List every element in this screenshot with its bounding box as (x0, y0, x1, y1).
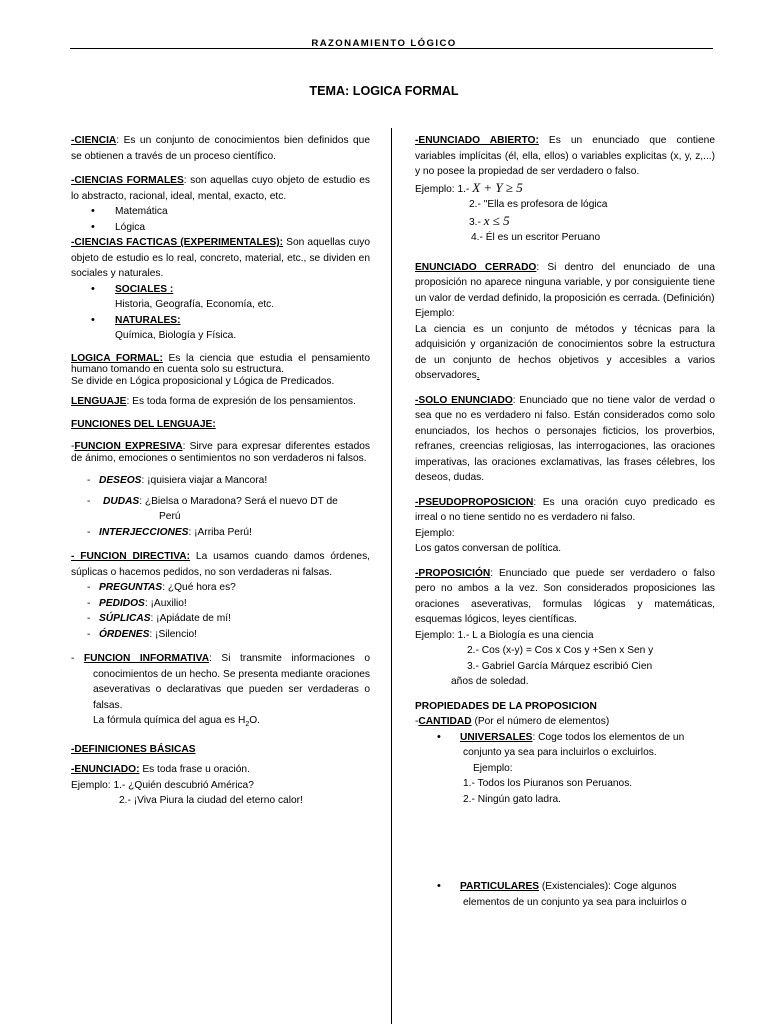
preguntas-text: : ¿Qué hora es? (162, 582, 236, 593)
expresiva-definition (71, 441, 370, 464)
proposicion-example-1: Ejemplo: 1.- L a Biología es una ciencia (415, 629, 594, 641)
cantidad-line (415, 714, 715, 730)
universales-item (415, 730, 715, 746)
proposicion-example-3-cont: años de soledad. (451, 676, 529, 687)
abierto-example-2: 2.- "Ella es profesora de lógica (469, 199, 608, 210)
cantidad-text: (Por el número de elementos) (471, 716, 610, 727)
funciones-heading: FUNCIONES DEL LENGUAJE: (71, 418, 216, 430)
dudas-continuation: Perú (159, 511, 181, 522)
particulares-continuation: elementos de un conjunto ya sea para incluirlos o (463, 896, 687, 908)
sociales-item (71, 282, 370, 298)
ordenes-text: : ¡Silencio! (149, 628, 197, 640)
universales-example-2: 2.- Ningún gato ladra. (463, 793, 561, 805)
pseudo-example-label: Ejemplo: (415, 527, 455, 539)
facticas-definition (71, 235, 370, 282)
formula-subscript: 2 (245, 721, 250, 729)
logica-text: Es la ciencia que estudia el pensamiento humano tomando en cuenta solo su estructura. (71, 352, 370, 375)
dudas-text: : ¿Bielsa o Maradona? Será el nuevo DT de (139, 495, 338, 507)
directiva-term: - FUNCION DIRECTIVA: (71, 551, 191, 562)
interjecciones-text: : ¡Arriba Perú! (188, 526, 252, 538)
lenguaje-definition (71, 396, 370, 408)
deseos-label: DESEOS (99, 475, 142, 486)
proposicion-example-2: 2.- Cos (x-y) = Cos x Cos y +Sen x Sen y (467, 645, 654, 656)
sociales-label: SOCIALES : (115, 283, 174, 295)
cantidad-dash: - (415, 716, 419, 727)
facticas-text: Son aquellas cuyo objeto de estudio es lo real, concreto, material, etc., se dividen en sociales y naturales. (71, 237, 370, 279)
particulares-item (415, 879, 715, 895)
dudas-item (71, 494, 370, 510)
interjecciones-label: INTERJECCIONES (99, 526, 189, 538)
enunciado-example-1: Ejemplo: 1.- ¿Quién descubrió América? (71, 779, 254, 791)
page-title: TEMA: LOGICA FORMAL (309, 84, 459, 98)
particulares-text: (Existenciales): Coge algunos (539, 881, 677, 892)
informativa-term: FUNCION INFORMATIVA (83, 653, 210, 664)
formula-example (71, 713, 370, 733)
universales-example-1: 1.- Todos los Piuranos son Peruanos. (463, 778, 633, 789)
formales-item-1: • Matemática (71, 204, 370, 220)
naturales-item (71, 313, 370, 329)
left-column (71, 133, 370, 809)
abierto-formula-3: x ≤ 5 (483, 212, 510, 228)
pedidos-text: : ¡Auxilio! (144, 597, 187, 609)
abierto-example-3 (415, 213, 715, 231)
formula-end: O. (249, 715, 261, 726)
cerrado-example-dot: . (476, 370, 480, 381)
ciencia-text: : Es un conjunto de conocimientos bien definidos que se obtienen a través de un proceso científico. (71, 135, 370, 162)
formula-text: La fórmula química del agua es H (93, 715, 246, 726)
lenguaje-text: : Es toda forma de expresión de los pensamientos. (126, 396, 356, 407)
solo-definition (415, 393, 715, 486)
right-column (415, 133, 715, 910)
abierto-formula-1: X + Y ≥ 5 (472, 179, 523, 195)
expresiva-dash: - (71, 441, 75, 452)
pseudo-text: : Es una oración cuyo predicado es irreal o no tiene sentido no es verdadero ni falso. (415, 496, 715, 523)
enunciado-example-2: 2.- ¡Viva Piura la ciudad del eterno calor! (119, 795, 303, 807)
cantidad-term: CANTIDAD (418, 716, 472, 727)
logica-divisions: Se divide en Lógica proposicional y Lógica de Predicados. (71, 375, 335, 387)
proposicion-term: -PROPOSICIÓN (415, 567, 491, 579)
cerrado-example-label: Ejemplo: (415, 308, 455, 319)
logica-term: LOGICA FORMAL: (71, 352, 163, 364)
sociales-text: Historia, Geografía, Economía, etc. (115, 299, 275, 310)
expresiva-term: FUNCION EXPRESIVA (74, 441, 183, 452)
preguntas-item (71, 580, 370, 596)
deseos-item (71, 473, 370, 489)
abierto-text: Es un enunciado que contiene variables implícitas (él, ella, ellos) o variables explicitas (x, y, z,...) y no posee la propiedad de ser verdadero o falso. (415, 135, 715, 177)
informativa-definition (71, 651, 370, 713)
naturales-label: NATURALES: (115, 314, 181, 326)
pedidos-label: PEDIDOS (99, 597, 145, 609)
abierto-example-1 (415, 180, 715, 198)
abierto-example-3-label: 3.- (469, 216, 484, 228)
universales-text: : Coge todos los elementos de un (532, 731, 685, 743)
proposicion-definition (415, 566, 715, 628)
universales-term: UNIVERSALES (460, 731, 533, 743)
pedidos-item (71, 596, 370, 612)
universales-continuation: conjunto ya sea para incluirlos o excluirlos. (463, 747, 657, 758)
logica-definition (71, 353, 370, 376)
directiva-text: La usamos cuando damos órdenes, súplicas o hacemos pedidos, no son verdaderas ni falsas. (71, 551, 370, 578)
pseudo-term: -PSEUDOPROPOSICION (415, 496, 534, 508)
definiciones-heading: -DEFINICIONES BÁSICAS (71, 743, 196, 755)
cerrado-term: ENUNCIADO CERRADO (415, 261, 537, 273)
naturales-text: Química, Biología y Física. (115, 330, 237, 341)
enunciado-term: -ENUNCIADO: (71, 764, 140, 776)
suplicas-text: : ¡Apiádate de mí! (150, 613, 231, 624)
pseudo-example: Los gatos conversan de política. (415, 543, 562, 554)
abierto-term: -ENUNCIADO ABIERTO: (415, 135, 539, 146)
cerrado-example (415, 322, 715, 384)
formales-item-2: • Lógica (71, 220, 370, 236)
ordenes-label: ÓRDENES (99, 628, 150, 640)
header-rule (70, 48, 713, 49)
column-divider (391, 128, 392, 1024)
solo-text: : Enunciado que no tiene valor de verdad o sea que no es verdadero ni falso. Están considerados como solo enunciados, los hechos o personajes ficticios, los proverbios, refranes, creencias religiosas, las interrogaciones, las oraciones imperativas, las oraciones exclamativas, las frases célebres, los deseos, dudas. (415, 394, 715, 483)
abierto-example-4: 4.- Él es un escritor Peruano (471, 232, 601, 243)
facticas-term: -CIENCIAS FACTICAS (EXPERIMENTALES): (71, 237, 284, 248)
deseos-text: : ¡quisiera viajar a Mancora! (141, 475, 268, 486)
particulares-term: PARTICULARES (460, 881, 540, 892)
dudas-label: DUDAS (103, 495, 140, 507)
informativa-text: : Si transmite informaciones o conocimientos de un hecho. Se presenta mediante oraciones aseverativas o declarativas que pueden ser verdaderas o falsas. (93, 653, 370, 711)
cerrado-example-text: La ciencia es un conjunto de métodos y técnicas para la adquisición y organización de conocimientos sobre la estructura de un conjunto de hechos objetivos y accesibles a varios observadores (415, 323, 715, 381)
cerrado-text: : Si dentro del enunciado de una proposición no aparece ninguna variable, y por consiguiente tiene un valor de verdad definido, la proposición es cerrada. (Definición) (415, 261, 716, 304)
proposicion-example-3: 3.- Gabriel García Márquez escribió Cien (467, 660, 653, 672)
proposicion-text: : Enunciado que puede ser verdadero o falso pero no ambos a la vez. Son considerados proposiciones las oraciones aseverativas, formulas lógicas y matemáticas, esquemas lógicos, leyes científicas. (415, 567, 715, 625)
ordenes-item (71, 627, 370, 643)
course-header: RAZONAMIENTO LÓGICO (311, 38, 457, 49)
suplicas-label: SÚPLICAS (99, 613, 151, 624)
formales-definition (71, 173, 370, 204)
ciencia-definition (71, 133, 370, 164)
ciencia-term: -CIENCIA (71, 135, 117, 146)
formales-text: : son aquellas cuyo objeto de estudio es lo abstracto, racional, ideal, mental, exacto, etc. (71, 175, 370, 202)
solo-term: -SOLO ENUNCIADO (415, 394, 513, 406)
enunciado-definition (71, 762, 370, 778)
suplicas-item (71, 611, 370, 627)
preguntas-label: PREGUNTAS (99, 582, 163, 593)
universales-example-label: Ejemplo: (473, 762, 513, 774)
lenguaje-term: LENGUAJE (71, 396, 127, 407)
interjecciones-item (71, 525, 370, 541)
formales-term: -CIENCIAS FORMALES (71, 175, 184, 186)
enunciado-text: Es toda frase u oración. (139, 764, 250, 776)
informativa-dash: - (71, 653, 84, 664)
propiedades-heading: PROPIEDADES DE LA PROPOSICION (415, 700, 597, 712)
directiva-definition (71, 549, 370, 580)
abierto-definition (415, 133, 715, 180)
abierto-example-label: Ejemplo: 1.- (415, 183, 473, 195)
pseudo-definition (415, 495, 715, 526)
expresiva-text: : Sirve para expresar diferentes estados de ánimo, emociones o sentimientos no son verdaderos ni falsos. (71, 441, 370, 464)
cerrado-definition (415, 260, 715, 307)
